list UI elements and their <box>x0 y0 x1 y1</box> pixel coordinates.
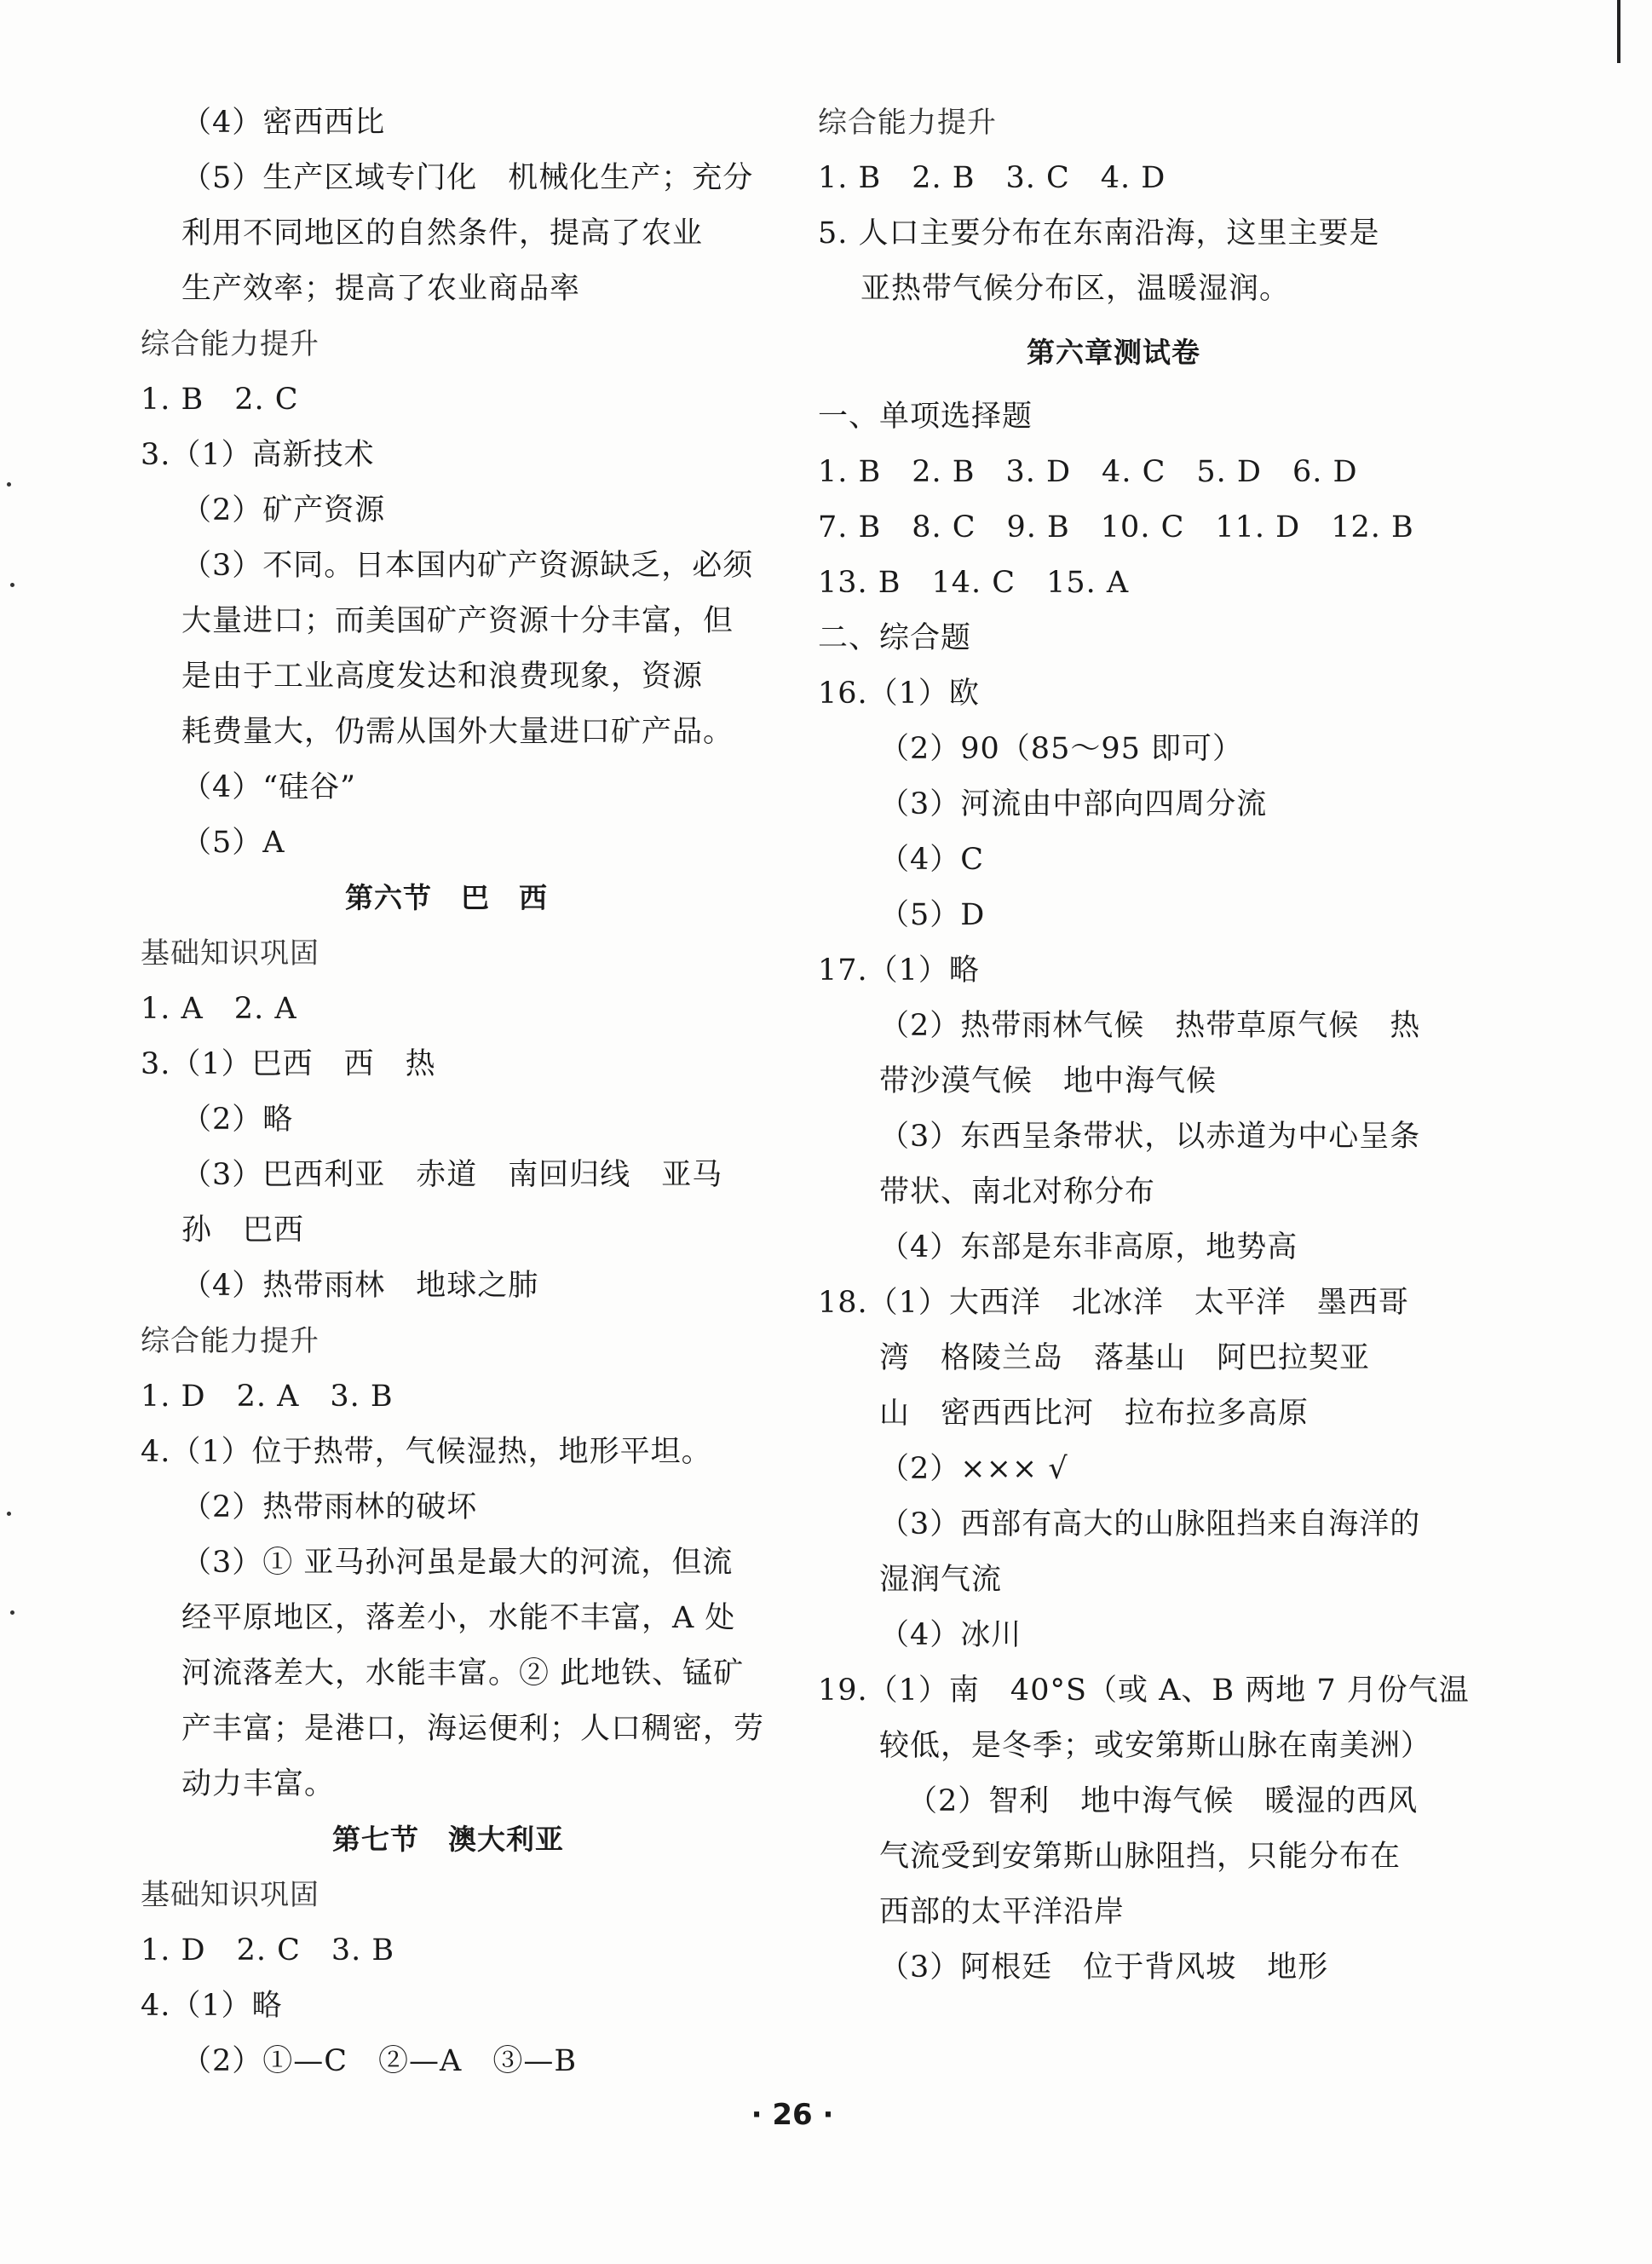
section-label: 综合能力提升 <box>141 1324 319 1358</box>
answer-line: （2）热带雨林的破坏 <box>181 1490 478 1524</box>
answer-line: （4）冰川 <box>879 1618 1022 1652</box>
answer-line: （5）D <box>879 898 986 932</box>
answer-line: （2）略 <box>181 1103 294 1137</box>
answer-line: （3）① 亚马孙河虽是最大的河流，但流 <box>181 1546 734 1580</box>
answer-line: （2）矿产资源 <box>181 493 386 527</box>
answer-line: （4）密西西比 <box>181 106 386 140</box>
answer-line: 利用不同地区的自然条件，提高了农业 <box>181 216 704 251</box>
answer-line: 3.（1）巴西 西 热 <box>141 1047 436 1081</box>
section-label: 二、综合题 <box>818 621 972 655</box>
answer-line: （3）阿根廷 位于背风坡 地形 <box>879 1950 1329 1985</box>
answer-line: 17.（1）略 <box>818 953 980 988</box>
answer-line: （3）不同。日本国内矿产资源缺乏，必须 <box>181 549 754 583</box>
answer-line: 动力丰富。 <box>181 1767 336 1801</box>
scan-speck <box>7 482 11 487</box>
answer-line: （2）××× √ <box>879 1452 1068 1486</box>
answer-line: 1. D 2. A 3. B <box>141 1380 394 1414</box>
answer-line: 1. B 2. B 3. D 4. C 5. D 6. D <box>818 455 1358 489</box>
page-edge-line <box>1617 0 1620 63</box>
scan-speck <box>7 1512 11 1516</box>
answer-line: （3）巴西利亚 赤道 南回归线 亚马 <box>181 1158 723 1192</box>
section-label: 综合能力提升 <box>141 327 319 361</box>
answer-line: 河流落差大，水能丰富。② 此地铁、锰矿 <box>181 1656 745 1691</box>
answer-line: 带沙漠气候 地中海气候 <box>879 1064 1217 1098</box>
answer-line: 经平原地区，落差小，水能不丰富，A 处 <box>181 1601 736 1635</box>
answer-line: 4.（1）位于热带，气候湿热，地形平坦。 <box>141 1435 712 1469</box>
scan-speck <box>10 1610 14 1615</box>
answer-line: 7. B 8. C 9. B 10. C 11. D 12. B <box>818 510 1414 544</box>
answer-line: 产丰富；是港口，海运便利；人口稠密，劳 <box>181 1712 765 1746</box>
section-heading: 第七节 澳大利亚 <box>332 1823 564 1856</box>
answer-line: （4）热带雨林 地球之肺 <box>181 1269 539 1303</box>
answer-line: （4）C <box>879 843 985 877</box>
answer-line: 4.（1）略 <box>141 1989 283 2023</box>
scan-speck <box>10 583 14 587</box>
answer-line: 湿润气流 <box>879 1563 1003 1597</box>
answer-line: 大量进口；而美国矿产资源十分丰富，但 <box>181 604 734 638</box>
answer-line: 1. B 2. B 3. C 4. D <box>818 161 1166 195</box>
answer-line: 1. B 2. C <box>141 383 299 417</box>
answer-line: 湾 格陵兰岛 落基山 阿巴拉契亚 <box>879 1341 1371 1375</box>
answer-line: 耗费量大，仍需从国外大量进口矿产品。 <box>181 715 734 749</box>
answer-line: 19.（1）南 40°S（或 A、B 两地 7 月份气温 <box>818 1674 1470 1708</box>
answer-line: 13. B 14. C 15. A <box>818 566 1130 600</box>
section-label: 基础知识巩固 <box>141 1878 319 1912</box>
answer-line: 16.（1）欧 <box>818 677 980 711</box>
section-heading: 第六章测试卷 <box>1027 336 1200 369</box>
answer-line: （2）智利 地中海气候 暖湿的西风 <box>907 1784 1419 1818</box>
answer-line: 生产效率；提高了农业商品率 <box>181 272 581 306</box>
answer-line: 5. 人口主要分布在东南沿海，这里主要是 <box>818 216 1380 251</box>
page-number: · 26 · <box>751 2098 834 2132</box>
answer-line: （2）90（85～95 即可） <box>879 732 1244 766</box>
answer-line: （3）西部有高大的山脉阻挡来自海洋的 <box>879 1507 1421 1541</box>
answer-line: 孙 巴西 <box>181 1213 305 1247</box>
answer-line: 是由于工业高度发达和浪费现象，资源 <box>181 660 704 694</box>
answer-line: （4）“硅谷” <box>181 770 357 804</box>
answer-line: 较低，是冬季；或安第斯山脉在南美洲） <box>879 1729 1432 1763</box>
answer-line: 亚热带气候分布区，温暖湿润。 <box>861 272 1291 306</box>
answer-line: 西部的太平洋沿岸 <box>879 1895 1125 1929</box>
section-label: 一、单项选择题 <box>818 400 1033 434</box>
answer-line: 1. A 2. A <box>141 992 297 1026</box>
answer-line: （3）河流由中部向四周分流 <box>879 787 1268 821</box>
answer-line: （3）东西呈条带状，以赤道为中心呈条 <box>879 1120 1421 1154</box>
answer-line: 1. D 2. C 3. B <box>141 1933 395 1967</box>
answer-line: （5）生产区域专门化 机械化生产；充分 <box>181 161 754 195</box>
answer-line: （2）热带雨林气候 热带草原气候 热 <box>879 1009 1421 1043</box>
answer-line: （4）东部是东非高原，地势高 <box>879 1230 1298 1264</box>
section-label: 综合能力提升 <box>818 106 997 140</box>
answer-line: （2）①—C ②—A ③—B <box>181 2044 578 2078</box>
answer-line: 3.（1）高新技术 <box>141 438 375 472</box>
answer-line: 山 密西西比河 拉布拉多高原 <box>879 1397 1310 1431</box>
section-heading: 第六节 巴 西 <box>345 881 548 914</box>
answer-line: 带状、南北对称分布 <box>879 1175 1156 1209</box>
section-label: 基础知识巩固 <box>141 936 319 971</box>
answer-line: 18.（1）大西洋 北冰洋 太平洋 墨西哥 <box>818 1286 1409 1320</box>
answer-line: （5）A <box>181 826 285 860</box>
answer-line: 气流受到安第斯山脉阻挡，只能分布在 <box>879 1840 1402 1874</box>
